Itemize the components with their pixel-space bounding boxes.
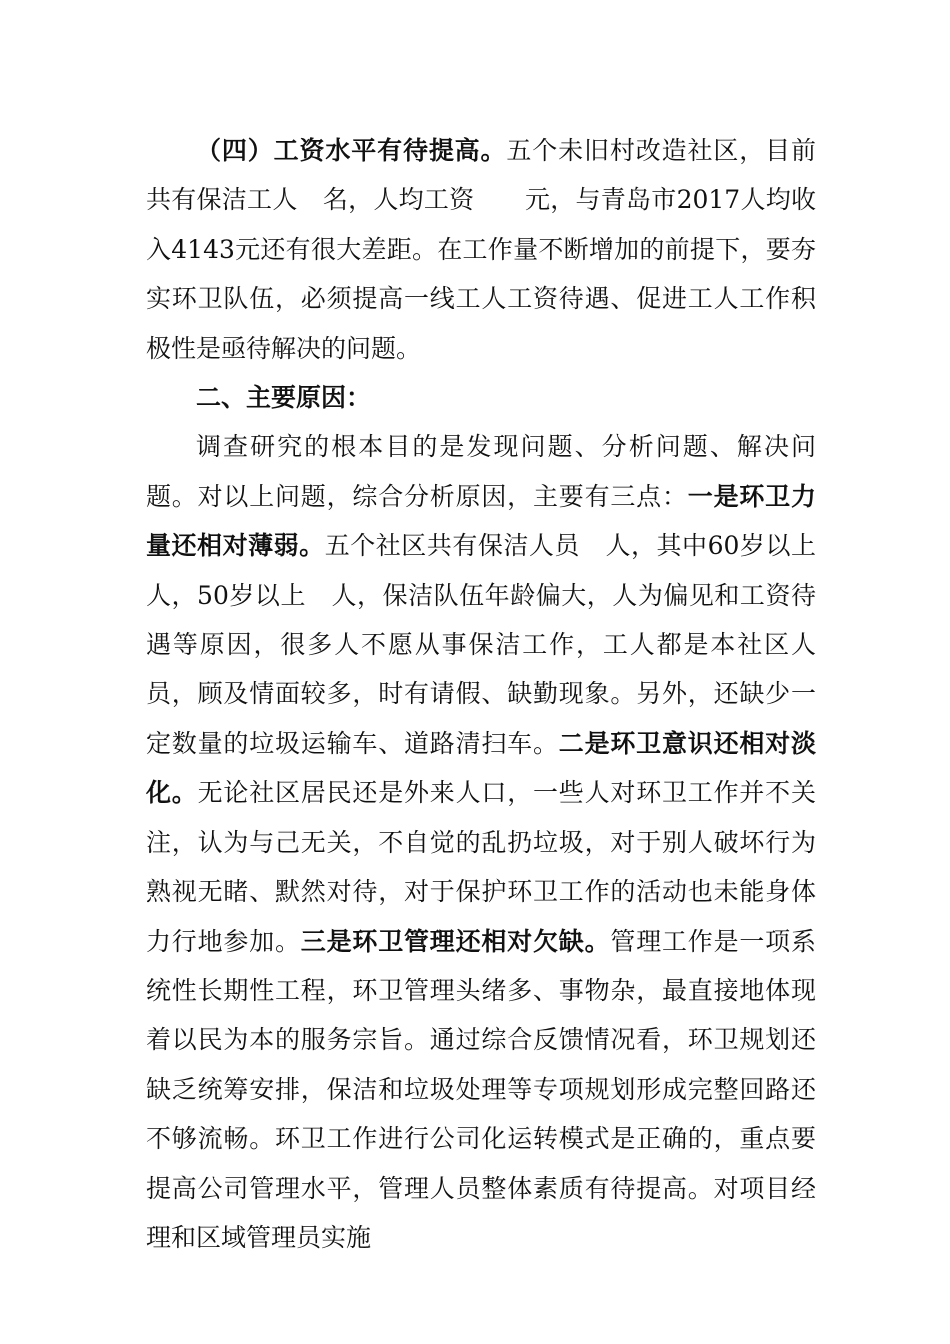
paragraph-wage-level: [146, 126, 816, 373]
text-reason-two: 无论社区居民还是外来人口，一些人对环卫工作并不关注，认为与己无关，不自觉的乱扔垃圾，对于别人破坏行为熟视无睹、默然对待，对于保护环卫工作的活动也未能身体力行地参加。: [146, 778, 816, 956]
paragraph-main-reasons: [146, 422, 841, 1262]
heading-reason-two: 二是环卫意识还相对淡化。: [146, 728, 816, 808]
text-reason-three: 管理工作是一项系统性长期性工程，环卫管理头绪多、事物杂，最直接地体现着以民为本的服务宗旨。通过综合反馈情况看，环卫规划还缺乏统筹安排，保洁和垃圾处理等专项规划形成完整回路还不够流畅。环卫工作进行公司化运转模式是正确的，重点要提高公司管理水平，管理人员整体素质有待提高。对项目经理和区域管理员实施: [146, 926, 816, 1252]
heading-reason-three: 三是环卫管理还相对欠缺。: [300, 926, 611, 956]
heading-main-reasons: 二、主要原因：: [196, 383, 372, 413]
text-wage-level: 五个未旧村改造社区，目前共有保洁工人 名，人均工资 元，与青岛市2017人均收入4143元还有很大差距。在工作量不断增加的前提下，要夯实环卫队伍，必须提高一线工人工资待遇、促进工人工作积极性是亟待解决的问题。: [146, 136, 816, 363]
paragraph-main-reasons-heading: [146, 373, 816, 422]
text-reason-one: 五个社区共有保洁人员 人，其中60岁以上 人，50岁以上 人，保洁队伍年龄偏大，人为偏见和工资待遇等原因，很多人不愿从事保洁工作，工人都是本社区人员，顾及情面较多，时有请假、缺勤现象。另外，还缺少一定数量的垃圾运输车、道路清扫车。: [146, 531, 841, 758]
text-reasons-intro: 调查研究的根本目的是发现问题、分析问题、解决问题。对以上问题，综合分析原因，主要有三点：: [146, 432, 816, 511]
heading-wage-level: （四）工资水平有待提高。: [196, 136, 507, 165]
heading-reason-one: 一是环卫力量还相对薄弱。: [146, 481, 816, 561]
document-body: [146, 126, 841, 1262]
